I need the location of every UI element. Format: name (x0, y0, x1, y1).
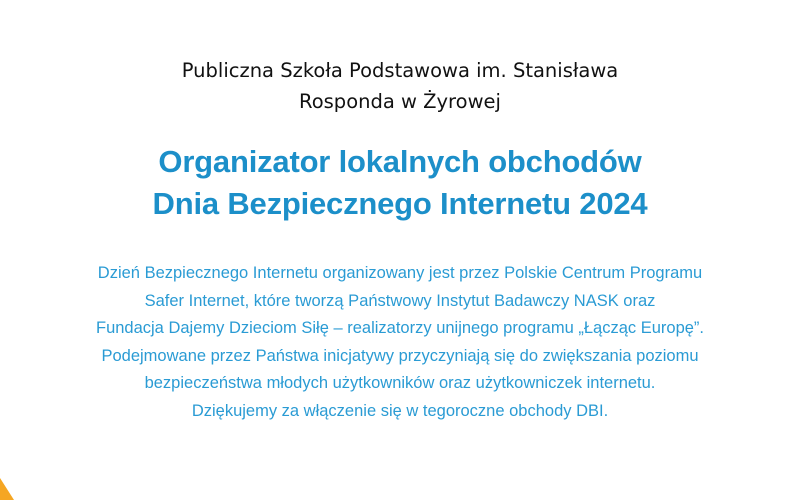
certificate-title (0, 141, 800, 225)
body-line: Safer Internet, które tworzą Państwowy Instytut Badawczy NASK oraz (144, 291, 656, 310)
certificate-body (0, 260, 800, 425)
title-line-1: Organizator lokalnych obchodów (158, 144, 642, 179)
corner-accent-shape (0, 478, 14, 500)
body-line: bezpieczeństwa młodych użytkowników oraz użytkowniczek internetu. (144, 374, 656, 392)
body-line: Podejmowane przez Państwa inicjatywy przyczyniają się do zwiększania poziomu (101, 346, 699, 365)
body-line: Dziękujemy za włączenie się w tegoroczne obchody DBI. (191, 401, 609, 420)
school-name (0, 55, 800, 117)
body-line: Fundacja Dajemy Dzieciom Siłę – realizatorzy unijnego programu „Łącząc Europę”. (95, 319, 705, 337)
body-line: Dzień Bezpiecznego Internetu organizowany jest przez Polskie Centrum Programu (97, 264, 703, 282)
school-name-line-2: Rosponda w Żyrowej (299, 90, 501, 113)
school-name-line-1: Publiczna Szkoła Podstawowa im. Stanisława (181, 59, 619, 82)
title-line-2: Dnia Bezpiecznego Internetu 2024 (152, 186, 648, 221)
